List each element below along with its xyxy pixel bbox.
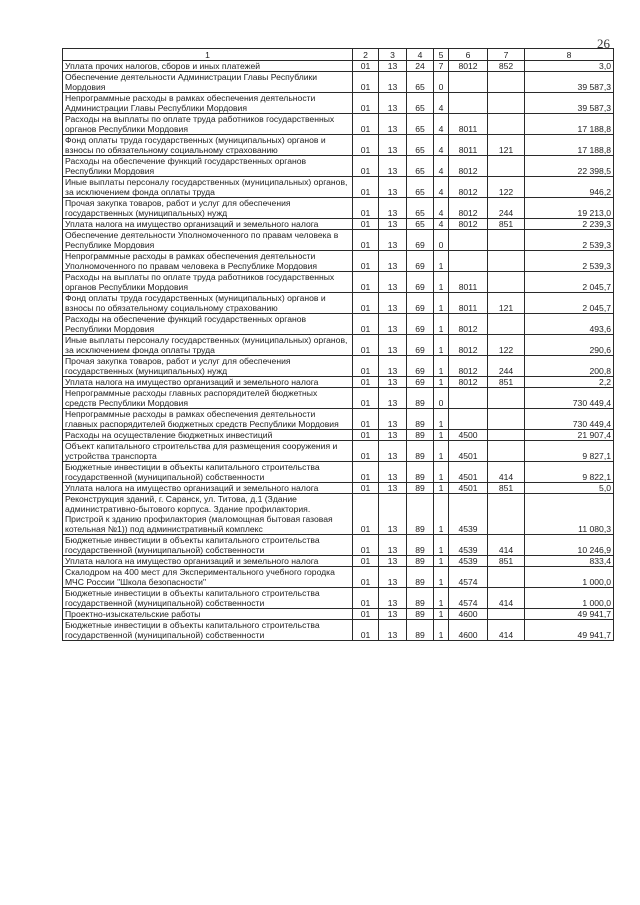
expense-type-code-cell: 851: [488, 556, 525, 567]
program-code-cell: 65: [407, 156, 434, 177]
subsection-code-cell: 13: [379, 567, 407, 588]
section-code-cell: 01: [353, 388, 379, 409]
amount-cell: 730 449,4: [525, 388, 614, 409]
table-row: [63, 72, 614, 93]
expense-type-code-cell: [488, 230, 525, 251]
program-code-cell: 89: [407, 556, 434, 567]
row-name-cell: Обеспечение деятельности Администрации Главы Республики Мордовия: [63, 72, 353, 93]
subsection-code-cell: 13: [379, 61, 407, 72]
expense-type-code-cell: 244: [488, 356, 525, 377]
section-code-cell: 01: [353, 588, 379, 609]
budget-table: [62, 48, 614, 641]
amount-cell: 730 449,4: [525, 409, 614, 430]
target-article-code-cell: 8011: [449, 293, 488, 314]
amount-cell: 22 398,5: [525, 156, 614, 177]
subsection-code-cell: 13: [379, 177, 407, 198]
subsection-code-cell: 13: [379, 198, 407, 219]
table-row: [63, 156, 614, 177]
target-article-code-cell: 8012: [449, 198, 488, 219]
subsection-code-cell: 13: [379, 314, 407, 335]
column-header-3: 3: [379, 49, 407, 61]
program-code-cell: 89: [407, 620, 434, 641]
target-article-code-cell: [449, 388, 488, 409]
program-code-cell: 69: [407, 335, 434, 356]
expense-type-code-cell: 414: [488, 588, 525, 609]
expense-type-code-cell: [488, 156, 525, 177]
row-name-cell: Бюджетные инвестиции в объекты капитального строительства государственной (муниципальной) собственности: [63, 620, 353, 641]
row-name-cell: Уплата налога на имущество организаций и земельного налога: [63, 377, 353, 388]
subprogram-code-cell: 1: [434, 293, 449, 314]
subsection-code-cell: 13: [379, 388, 407, 409]
expense-type-code-cell: 121: [488, 135, 525, 156]
target-article-code-cell: 8012: [449, 335, 488, 356]
target-article-code-cell: 8012: [449, 177, 488, 198]
expense-type-code-cell: [488, 72, 525, 93]
table-row: [63, 114, 614, 135]
expense-type-code-cell: [488, 567, 525, 588]
subprogram-code-cell: 1: [434, 567, 449, 588]
target-article-code-cell: 8012: [449, 156, 488, 177]
table-row: [63, 135, 614, 156]
amount-cell: 290,6: [525, 335, 614, 356]
program-code-cell: 89: [407, 535, 434, 556]
subprogram-code-cell: 1: [434, 441, 449, 462]
table-row: [63, 356, 614, 377]
section-code-cell: 01: [353, 462, 379, 483]
target-article-code-cell: 8012: [449, 61, 488, 72]
program-code-cell: 65: [407, 93, 434, 114]
subprogram-code-cell: 0: [434, 230, 449, 251]
column-header-2: 2: [353, 49, 379, 61]
row-name-cell: Фонд оплаты труда государственных (муниципальных) органов и взносы по обязательному социальному страхованию: [63, 293, 353, 314]
subsection-code-cell: 13: [379, 272, 407, 293]
subprogram-code-cell: 1: [434, 251, 449, 272]
subsection-code-cell: 13: [379, 535, 407, 556]
section-code-cell: 01: [353, 272, 379, 293]
row-name-cell: Фонд оплаты труда государственных (муниципальных) органов и взносы по обязательному социальному страхованию: [63, 135, 353, 156]
target-article-code-cell: 4539: [449, 535, 488, 556]
table-row: [63, 620, 614, 641]
program-code-cell: 65: [407, 135, 434, 156]
target-article-code-cell: 8012: [449, 314, 488, 335]
row-name-cell: Объект капитального строительства для размещения сооружения и устройства транспорта: [63, 441, 353, 462]
expense-type-code-cell: [488, 314, 525, 335]
section-code-cell: 01: [353, 156, 379, 177]
target-article-code-cell: 8012: [449, 377, 488, 388]
table-row: [63, 567, 614, 588]
amount-cell: 2 045,7: [525, 272, 614, 293]
subprogram-code-cell: 1: [434, 272, 449, 293]
subprogram-code-cell: 4: [434, 219, 449, 230]
expense-type-code-cell: 851: [488, 377, 525, 388]
subsection-code-cell: 13: [379, 409, 407, 430]
row-name-cell: Непрограммные расходы главных распорядителей бюджетных средств Республики Мордовия: [63, 388, 353, 409]
program-code-cell: 69: [407, 272, 434, 293]
table-row: [63, 272, 614, 293]
row-name-cell: Непрограммные расходы в рамках обеспечения деятельности Уполномоченного по правам человека в Республике Мордовия: [63, 251, 353, 272]
section-code-cell: 01: [353, 93, 379, 114]
amount-cell: 2 539,3: [525, 251, 614, 272]
expense-type-code-cell: 122: [488, 177, 525, 198]
section-code-cell: 01: [353, 293, 379, 314]
amount-cell: 2 239,3: [525, 219, 614, 230]
section-code-cell: 01: [353, 609, 379, 620]
target-article-code-cell: 4600: [449, 620, 488, 641]
table-row: [63, 535, 614, 556]
row-name-cell: Скалодром на 400 мест для Экспериментального учебного городка МЧС России "Школа безопасности": [63, 567, 353, 588]
expense-type-code-cell: [488, 430, 525, 441]
subprogram-code-cell: 1: [434, 588, 449, 609]
program-code-cell: 89: [407, 483, 434, 494]
expense-type-code-cell: [488, 409, 525, 430]
table-header: [63, 49, 614, 61]
amount-cell: 9 822,1: [525, 462, 614, 483]
section-code-cell: 01: [353, 441, 379, 462]
target-article-code-cell: 8012: [449, 219, 488, 230]
amount-cell: 2,2: [525, 377, 614, 388]
amount-cell: 946,2: [525, 177, 614, 198]
table-row: [63, 314, 614, 335]
subprogram-code-cell: 1: [434, 609, 449, 620]
subprogram-code-cell: 1: [434, 535, 449, 556]
section-code-cell: 01: [353, 377, 379, 388]
column-header-5: 5: [434, 49, 449, 61]
program-code-cell: 65: [407, 177, 434, 198]
target-article-code-cell: 8011: [449, 135, 488, 156]
subsection-code-cell: 13: [379, 356, 407, 377]
program-code-cell: 69: [407, 251, 434, 272]
column-header-7: 7: [488, 49, 525, 61]
program-code-cell: 69: [407, 293, 434, 314]
table-row: [63, 251, 614, 272]
table-body: [63, 61, 614, 641]
subprogram-code-cell: 4: [434, 156, 449, 177]
table-row: [63, 61, 614, 72]
table-row: [63, 483, 614, 494]
subprogram-code-cell: 1: [434, 620, 449, 641]
row-name-cell: Расходы на выплаты по оплате труда работников государственных органов Республики Мордовия: [63, 114, 353, 135]
amount-cell: 49 941,7: [525, 620, 614, 641]
section-code-cell: 01: [353, 356, 379, 377]
table-row: [63, 609, 614, 620]
subprogram-code-cell: 1: [434, 494, 449, 535]
amount-cell: 200,8: [525, 356, 614, 377]
subsection-code-cell: 13: [379, 430, 407, 441]
row-name-cell: Проектно-изыскательские работы: [63, 609, 353, 620]
target-article-code-cell: [449, 93, 488, 114]
amount-cell: 17 188,8: [525, 135, 614, 156]
table-row: [63, 293, 614, 314]
row-name-cell: Бюджетные инвестиции в объекты капитального строительства государственной (муниципальной) собственности: [63, 588, 353, 609]
column-header-8: 8: [525, 49, 614, 61]
table-row: [63, 93, 614, 114]
section-code-cell: 01: [353, 198, 379, 219]
target-article-code-cell: 4600: [449, 609, 488, 620]
expense-type-code-cell: 244: [488, 198, 525, 219]
amount-cell: 833,4: [525, 556, 614, 567]
program-code-cell: 69: [407, 377, 434, 388]
subprogram-code-cell: 4: [434, 198, 449, 219]
subprogram-code-cell: 0: [434, 72, 449, 93]
amount-cell: 9 827,1: [525, 441, 614, 462]
section-code-cell: 01: [353, 177, 379, 198]
subsection-code-cell: 13: [379, 93, 407, 114]
row-name-cell: Расходы на обеспечение функций государственных органов Республики Мордовия: [63, 156, 353, 177]
section-code-cell: 01: [353, 556, 379, 567]
row-name-cell: Расходы на выплаты по оплате труда работников государственных органов Республики Мордовия: [63, 272, 353, 293]
row-name-cell: Обеспечение деятельности Уполномоченного по правам человека в Республике Мордовия: [63, 230, 353, 251]
section-code-cell: 01: [353, 620, 379, 641]
amount-cell: 5,0: [525, 483, 614, 494]
subsection-code-cell: 13: [379, 219, 407, 230]
program-code-cell: 89: [407, 430, 434, 441]
amount-cell: 3,0: [525, 61, 614, 72]
row-name-cell: Уплата налога на имущество организаций и земельного налога: [63, 483, 353, 494]
program-code-cell: 69: [407, 314, 434, 335]
amount-cell: 49 941,7: [525, 609, 614, 620]
subprogram-code-cell: 1: [434, 430, 449, 441]
target-article-code-cell: 8012: [449, 356, 488, 377]
target-article-code-cell: [449, 251, 488, 272]
program-code-cell: 65: [407, 114, 434, 135]
row-name-cell: Иные выплаты персоналу государственных (муниципальных) органов, за исключением фонда оплаты труда: [63, 335, 353, 356]
expense-type-code-cell: 414: [488, 620, 525, 641]
target-article-code-cell: 4574: [449, 567, 488, 588]
target-article-code-cell: 4539: [449, 494, 488, 535]
table-row: [63, 230, 614, 251]
section-code-cell: 01: [353, 219, 379, 230]
table-row: [63, 377, 614, 388]
row-name-cell: Бюджетные инвестиции в объекты капитального строительства государственной (муниципальной) собственности: [63, 462, 353, 483]
table-row: [63, 335, 614, 356]
column-header-1: 1: [63, 49, 353, 61]
table-row: [63, 556, 614, 567]
subprogram-code-cell: 1: [434, 335, 449, 356]
row-name-cell: Прочая закупка товаров, работ и услуг для обеспечения государственных (муниципальных) нужд: [63, 198, 353, 219]
subprogram-code-cell: 7: [434, 61, 449, 72]
subsection-code-cell: 13: [379, 620, 407, 641]
target-article-code-cell: 4501: [449, 483, 488, 494]
section-code-cell: 01: [353, 251, 379, 272]
subsection-code-cell: 13: [379, 293, 407, 314]
subsection-code-cell: 13: [379, 251, 407, 272]
amount-cell: 493,6: [525, 314, 614, 335]
subprogram-code-cell: 1: [434, 409, 449, 430]
subprogram-code-cell: 1: [434, 556, 449, 567]
subprogram-code-cell: 1: [434, 462, 449, 483]
column-header-4: 4: [407, 49, 434, 61]
target-article-code-cell: 4574: [449, 588, 488, 609]
subprogram-code-cell: 4: [434, 93, 449, 114]
expense-type-code-cell: [488, 272, 525, 293]
column-header-6: 6: [449, 49, 488, 61]
expense-type-code-cell: 121: [488, 293, 525, 314]
table-row: [63, 198, 614, 219]
row-name-cell: Расходы на обеспечение функций государственных органов Республики Мордовия: [63, 314, 353, 335]
subprogram-code-cell: 4: [434, 135, 449, 156]
table-row: [63, 177, 614, 198]
amount-cell: 17 188,8: [525, 114, 614, 135]
subsection-code-cell: 13: [379, 609, 407, 620]
section-code-cell: 01: [353, 314, 379, 335]
target-article-code-cell: [449, 230, 488, 251]
subsection-code-cell: 13: [379, 114, 407, 135]
section-code-cell: 01: [353, 567, 379, 588]
subsection-code-cell: 13: [379, 483, 407, 494]
program-code-cell: 89: [407, 609, 434, 620]
amount-cell: 1 000,0: [525, 588, 614, 609]
target-article-code-cell: 8011: [449, 272, 488, 293]
section-code-cell: 01: [353, 114, 379, 135]
target-article-code-cell: 4501: [449, 462, 488, 483]
amount-cell: 39 587,3: [525, 72, 614, 93]
program-code-cell: 89: [407, 494, 434, 535]
table-row: [63, 430, 614, 441]
subsection-code-cell: 13: [379, 135, 407, 156]
program-code-cell: 69: [407, 230, 434, 251]
amount-cell: 11 080,3: [525, 494, 614, 535]
target-article-code-cell: 4501: [449, 441, 488, 462]
program-code-cell: 65: [407, 198, 434, 219]
amount-cell: 2 045,7: [525, 293, 614, 314]
expense-type-code-cell: 851: [488, 219, 525, 230]
row-name-cell: Уплата налога на имущество организаций и земельного налога: [63, 556, 353, 567]
subprogram-code-cell: 4: [434, 114, 449, 135]
section-code-cell: 01: [353, 335, 379, 356]
program-code-cell: 65: [407, 219, 434, 230]
table-row: [63, 388, 614, 409]
target-article-code-cell: [449, 72, 488, 93]
subsection-code-cell: 13: [379, 156, 407, 177]
table-row: [63, 219, 614, 230]
subsection-code-cell: 13: [379, 335, 407, 356]
table-row: [63, 494, 614, 535]
expense-type-code-cell: [488, 494, 525, 535]
subsection-code-cell: 13: [379, 494, 407, 535]
amount-cell: 10 246,9: [525, 535, 614, 556]
subprogram-code-cell: 0: [434, 388, 449, 409]
subsection-code-cell: 13: [379, 462, 407, 483]
amount-cell: 39 587,3: [525, 93, 614, 114]
subprogram-code-cell: 1: [434, 356, 449, 377]
header-row: [63, 49, 614, 61]
section-code-cell: 01: [353, 72, 379, 93]
subsection-code-cell: 13: [379, 556, 407, 567]
expense-type-code-cell: 122: [488, 335, 525, 356]
subsection-code-cell: 13: [379, 230, 407, 251]
row-name-cell: Расходы на осуществление бюджетных инвестиций: [63, 430, 353, 441]
row-name-cell: Бюджетные инвестиции в объекты капитального строительства государственной (муниципальной) собственности: [63, 535, 353, 556]
subsection-code-cell: 13: [379, 377, 407, 388]
target-article-code-cell: 4500: [449, 430, 488, 441]
section-code-cell: 01: [353, 230, 379, 251]
subprogram-code-cell: 1: [434, 483, 449, 494]
expense-type-code-cell: [488, 609, 525, 620]
program-code-cell: 89: [407, 567, 434, 588]
subprogram-code-cell: 1: [434, 377, 449, 388]
page-number: 26: [597, 36, 610, 51]
table-row: [63, 588, 614, 609]
table-row: [63, 462, 614, 483]
expense-type-code-cell: [488, 114, 525, 135]
program-code-cell: 89: [407, 388, 434, 409]
row-name-cell: Иные выплаты персоналу государственных (муниципальных) органов, за исключением фонда оплаты труда: [63, 177, 353, 198]
expense-type-code-cell: 851: [488, 483, 525, 494]
row-name-cell: Реконструкция зданий, г. Саранск, ул. Титова, д.1 (Здание административно-бытового корпуса. Здание профилактория. Пристрой к зданию профилактория (маломощная бытовая газовая котельная №1)) под административный комплекс: [63, 494, 353, 535]
expense-type-code-cell: [488, 251, 525, 272]
expense-type-code-cell: [488, 441, 525, 462]
expense-type-code-cell: 852: [488, 61, 525, 72]
expense-type-code-cell: 414: [488, 535, 525, 556]
subprogram-code-cell: 4: [434, 177, 449, 198]
section-code-cell: 01: [353, 61, 379, 72]
section-code-cell: 01: [353, 483, 379, 494]
row-name-cell: Уплата налога на имущество организаций и земельного налога: [63, 219, 353, 230]
amount-cell: 1 000,0: [525, 567, 614, 588]
subprogram-code-cell: 1: [434, 314, 449, 335]
program-code-cell: 65: [407, 72, 434, 93]
program-code-cell: 69: [407, 356, 434, 377]
subsection-code-cell: 13: [379, 588, 407, 609]
program-code-cell: 89: [407, 588, 434, 609]
section-code-cell: 01: [353, 409, 379, 430]
subsection-code-cell: 13: [379, 441, 407, 462]
amount-cell: 19 213,0: [525, 198, 614, 219]
row-name-cell: Уплата прочих налогов, сборов и иных платежей: [63, 61, 353, 72]
table-row: [63, 409, 614, 430]
amount-cell: 21 907,4: [525, 430, 614, 441]
section-code-cell: 01: [353, 535, 379, 556]
expense-type-code-cell: [488, 93, 525, 114]
row-name-cell: Непрограммные расходы в рамках обеспечения деятельности Администрации Главы Республики Мордовия: [63, 93, 353, 114]
program-code-cell: 89: [407, 462, 434, 483]
amount-cell: 2 539,3: [525, 230, 614, 251]
row-name-cell: Прочая закупка товаров, работ и услуг для обеспечения государственных (муниципальных) нужд: [63, 356, 353, 377]
section-code-cell: 01: [353, 430, 379, 441]
section-code-cell: 01: [353, 494, 379, 535]
program-code-cell: 89: [407, 441, 434, 462]
target-article-code-cell: 4539: [449, 556, 488, 567]
subsection-code-cell: 13: [379, 72, 407, 93]
section-code-cell: 01: [353, 135, 379, 156]
expense-type-code-cell: 414: [488, 462, 525, 483]
row-name-cell: Непрограммные расходы в рамках обеспечения деятельности главных распорядителей бюджетных средств Республики Мордовия: [63, 409, 353, 430]
target-article-code-cell: [449, 409, 488, 430]
target-article-code-cell: 8011: [449, 114, 488, 135]
expense-type-code-cell: [488, 388, 525, 409]
program-code-cell: 24: [407, 61, 434, 72]
table-row: [63, 441, 614, 462]
program-code-cell: 89: [407, 409, 434, 430]
